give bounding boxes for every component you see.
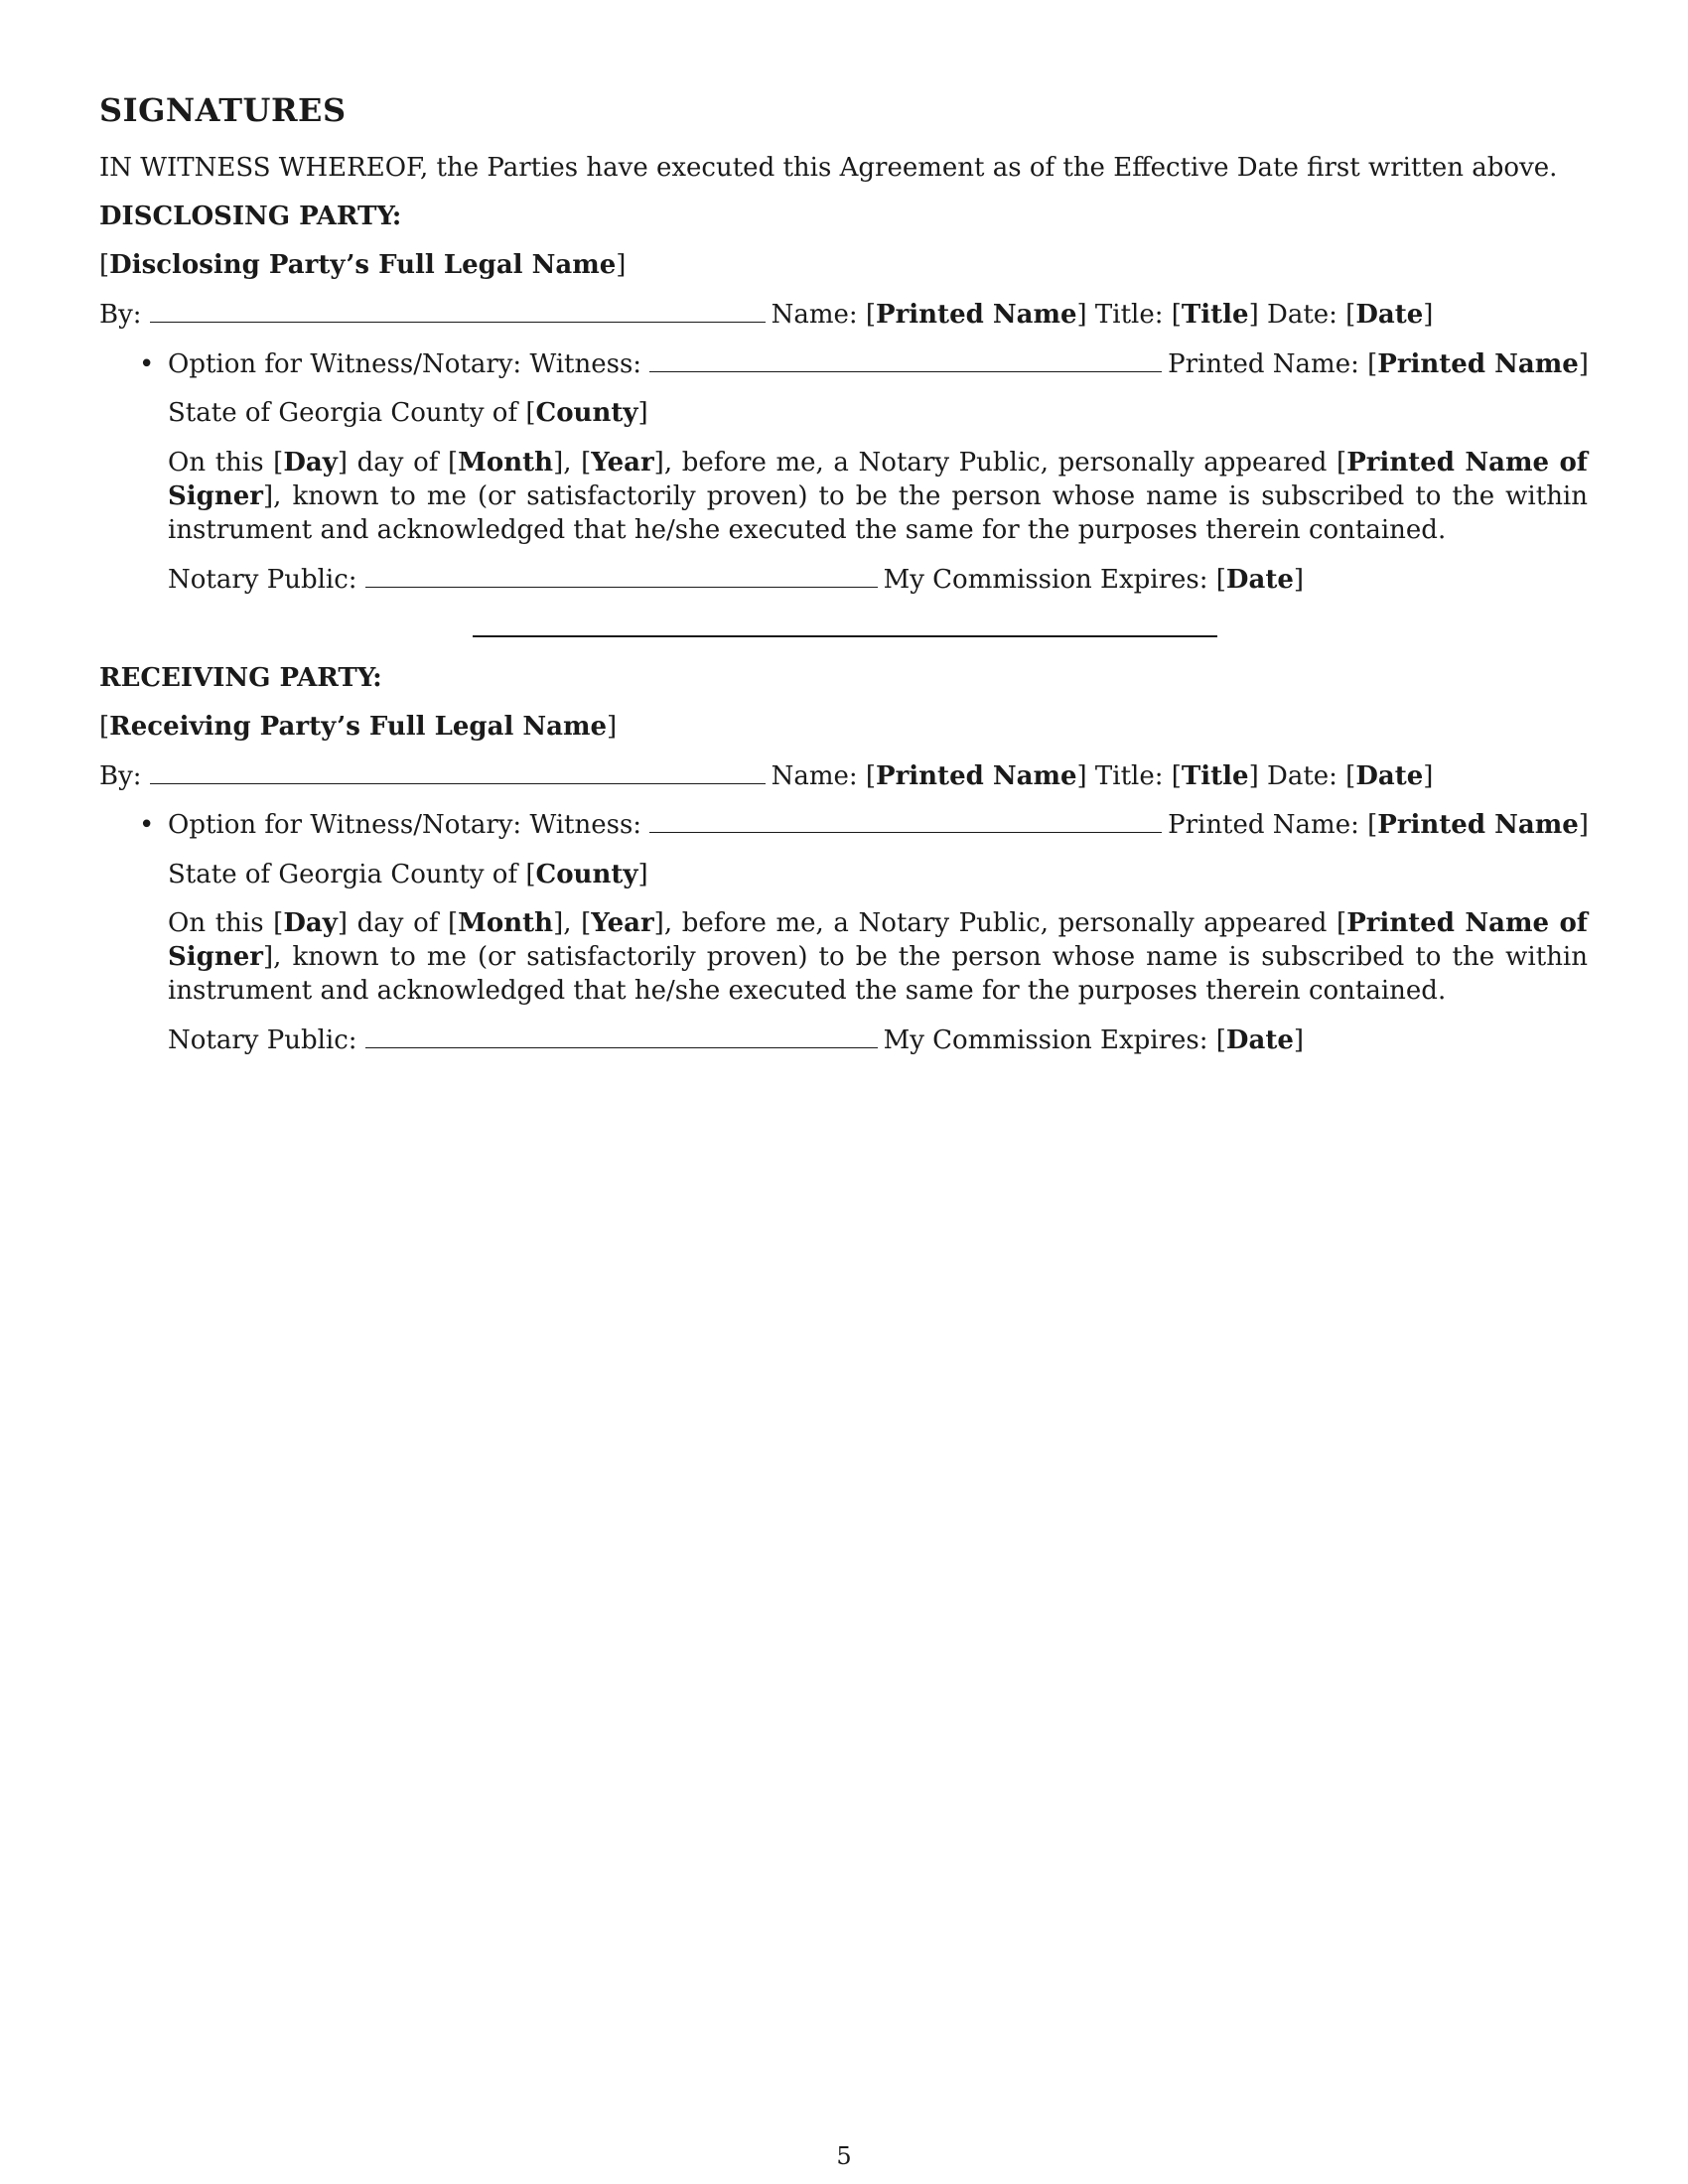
witness-printed-name-placeholder: Printed Name <box>1377 810 1579 840</box>
bracket: ] <box>1423 300 1434 330</box>
receiving-notary-acknowledgment <box>168 906 1588 1008</box>
notary-text: On this [ <box>168 908 284 938</box>
receiving-witness-line <box>168 808 1589 842</box>
name-label: Name: [ <box>771 300 877 330</box>
notary-text: ], before me, a Notary Public, personally appeared [ <box>653 448 1347 478</box>
name-label: Name: [ <box>771 761 877 791</box>
disclosing-party-full-name <box>99 248 626 282</box>
bracket: ] <box>616 250 627 280</box>
month-placeholder: Month <box>458 908 554 938</box>
bracket: ] <box>1578 810 1589 840</box>
bracket: ] <box>607 712 618 742</box>
commission-date-placeholder: Date <box>1225 565 1294 595</box>
title-label: ] Title: [ <box>1076 300 1182 330</box>
commission-label: My Commission Expires: [ <box>883 565 1226 595</box>
bracket: [ <box>99 250 110 280</box>
notary-text: ], before me, a Notary Public, personally appeared [ <box>653 908 1347 938</box>
bracket: ] <box>1578 349 1589 379</box>
by-label: By: <box>99 300 142 330</box>
printed-name-placeholder: Printed Name <box>876 300 1077 330</box>
receiving-party-label: RECEIVING PARTY: <box>99 663 382 693</box>
disclosing-party-name-placeholder: Disclosing Party’s Full Legal Name <box>109 250 617 280</box>
receiving-witness-blank[interactable] <box>649 810 1162 833</box>
receiving-state-county <box>168 858 648 891</box>
year-placeholder: Year <box>591 448 654 478</box>
bracket: ] <box>1293 1025 1305 1055</box>
commission-date-placeholder: Date <box>1225 1025 1294 1055</box>
date-placeholder: Date <box>1355 300 1424 330</box>
receiving-notary-blank[interactable] <box>365 1025 878 1048</box>
title-placeholder: Title <box>1181 761 1249 791</box>
disclosing-signature-line <box>99 298 1433 332</box>
witness-printed-name-label: Printed Name: [ <box>1168 349 1378 379</box>
date-placeholder: Date <box>1355 761 1424 791</box>
title-placeholder: Title <box>1181 300 1249 330</box>
witness-label: Option for Witness/Notary: Witness: <box>168 810 642 840</box>
disclosing-notary-public-line <box>168 563 1304 597</box>
disclosing-state-county <box>168 396 648 430</box>
signer-name-placeholder: Printed Name of Signer <box>168 908 1588 972</box>
bullet-marker: • <box>139 810 155 840</box>
title-label: ] Title: [ <box>1076 761 1182 791</box>
section-heading: SIGNATURES <box>99 91 347 129</box>
signer-name-placeholder: Printed Name of Signer <box>168 448 1588 511</box>
notary-text: ], known to me (or satisfactorily proven) to be the person whose name is subscribed to the within instrument and acknowledged that he/she executed the same for the purposes therein contained. <box>168 481 1588 545</box>
disclosing-notary-blank[interactable] <box>365 565 878 588</box>
year-placeholder: Year <box>591 908 654 938</box>
disclosing-signature-blank[interactable] <box>150 300 766 323</box>
day-placeholder: Day <box>283 448 338 478</box>
disclosing-witness-blank[interactable] <box>649 349 1162 372</box>
printed-name-placeholder: Printed Name <box>876 761 1077 791</box>
witness-printed-name-label: Printed Name: [ <box>1168 810 1378 840</box>
day-placeholder: Day <box>283 908 338 938</box>
notary-text: ] day of [ <box>337 908 459 938</box>
receiving-signature-blank[interactable] <box>150 761 766 784</box>
notary-public-label: Notary Public: <box>168 565 357 595</box>
county-placeholder: County <box>535 398 638 428</box>
date-label: ] Date: [ <box>1248 761 1356 791</box>
by-label: By: <box>99 761 142 791</box>
disclosing-party-label: DISCLOSING PARTY: <box>99 202 402 231</box>
receiving-notary-public-line <box>168 1024 1304 1057</box>
notary-text: ], [ <box>553 908 592 938</box>
witness-whereof-statement: IN WITNESS WHEREOF, the Parties have executed this Agreement as of the Effective Date first written above. <box>99 153 1558 183</box>
page-number: 5 <box>836 2142 852 2170</box>
receiving-signature-line <box>99 759 1433 793</box>
state-county-label: State of Georgia County of [ <box>168 398 536 428</box>
section-separator <box>473 635 1217 637</box>
notary-text: ] day of [ <box>337 448 459 478</box>
bracket: ] <box>637 860 648 889</box>
bullet-marker: • <box>139 349 155 379</box>
disclosing-witness-line <box>168 347 1589 381</box>
bracket: ] <box>1423 761 1434 791</box>
bracket: ] <box>637 398 648 428</box>
month-placeholder: Month <box>458 448 554 478</box>
witness-label: Option for Witness/Notary: Witness: <box>168 349 642 379</box>
bracket: ] <box>1293 565 1305 595</box>
county-placeholder: County <box>535 860 638 889</box>
notary-text: ], known to me (or satisfactorily proven) to be the person whose name is subscribed to the within instrument and acknowledged that he/she executed the same for the purposes therein contained. <box>168 942 1588 1006</box>
state-county-label: State of Georgia County of [ <box>168 860 536 889</box>
disclosing-notary-acknowledgment <box>168 446 1588 547</box>
notary-text: ], [ <box>553 448 592 478</box>
notary-text: On this [ <box>168 448 284 478</box>
bracket: [ <box>99 712 110 742</box>
commission-label: My Commission Expires: [ <box>883 1025 1226 1055</box>
notary-public-label: Notary Public: <box>168 1025 357 1055</box>
receiving-party-name-placeholder: Receiving Party’s Full Legal Name <box>109 712 608 742</box>
date-label: ] Date: [ <box>1248 300 1356 330</box>
receiving-party-full-name <box>99 710 617 744</box>
witness-printed-name-placeholder: Printed Name <box>1377 349 1579 379</box>
